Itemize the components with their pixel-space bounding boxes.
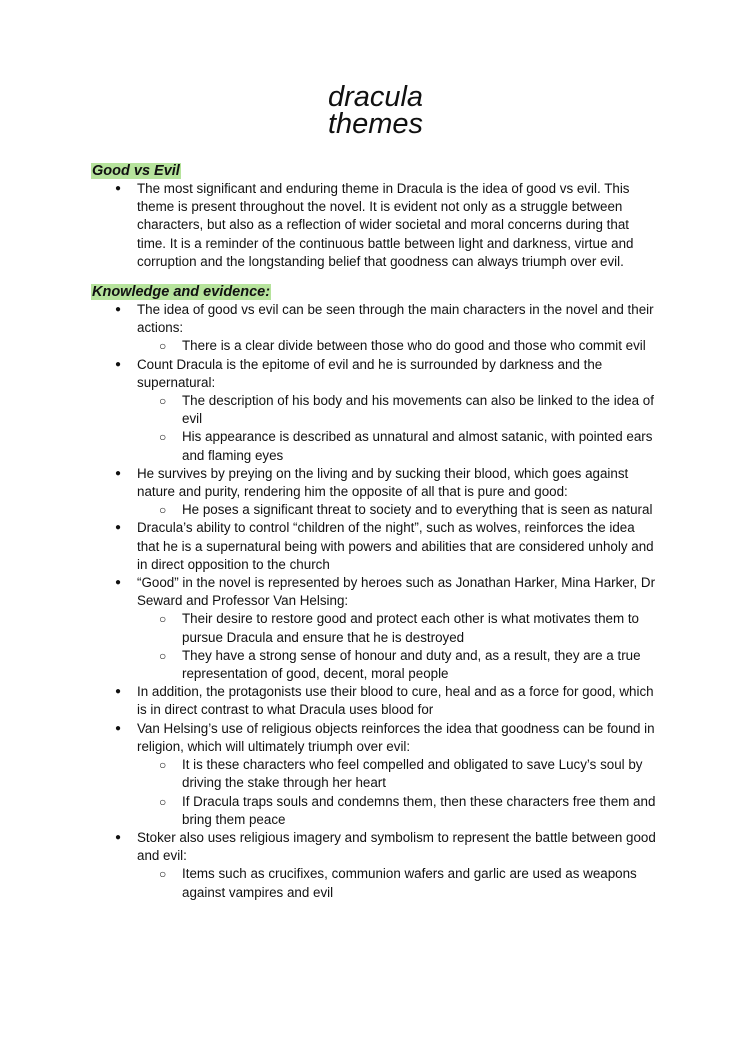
highlighted-heading-text: Knowledge and evidence: [92, 284, 271, 301]
bullet-item [91, 465, 660, 520]
bullet-list [91, 180, 660, 271]
bullet-text: Stoker also uses religious imagery and symbolism to represent the battle between good and evil: [137, 829, 656, 864]
bullet-text: The most significant and enduring theme in Dracula is the idea of good vs evil. This theme is present throughout the novel. It is evident not only as a struggle between characters, but also as a reflection of wider societal and moral concerns during that time. It is a reminder of the continuous battle between light and darkness, virtue and corruption and the longstanding belief that goodness can always triumph over evil. [137, 181, 634, 269]
bullet-text: “Good” in the novel is represented by heroes such as Jonathan Harker, Mina Harker, Dr Seward and Professor Van Helsing: [137, 575, 656, 609]
sub-bullet-list [137, 610, 660, 683]
sub-bullet-item: ○ His appearance is described as unnatural and almost satanic, with pointed ears and flaming eyes [137, 428, 660, 464]
document-body [91, 162, 660, 902]
section-spacer [91, 271, 660, 283]
bullet-item [91, 720, 660, 829]
highlighted-heading-text: Good vs Evil [92, 163, 180, 179]
title-line-2: themes [327, 108, 424, 140]
sub-bullet-item: ○ He poses a significant threat to society and to everything that is seen as natural [137, 501, 660, 519]
sub-bullet-item: ○ It is these characters who feel compelled and obligated to save Lucy’s soul by driving the stake through her heart [137, 756, 660, 792]
sub-bullet-item: ○ Their desire to restore good and protect each other is what motivates them to pursue Dracula and ensure that he is destroyed [137, 610, 660, 646]
sub-bullet-item: ○ There is a clear divide between those who do good and those who commit evil [137, 337, 660, 355]
sub-bullet-list [137, 392, 660, 465]
sub-bullet-item: ○ If Dracula traps souls and condemns them, then these characters free them and bring them peace [137, 793, 660, 829]
sub-bullet-list [137, 501, 660, 519]
title-line-1: dracula [327, 81, 424, 113]
bullet-text: He survives by preying on the living and by sucking their blood, which goes against nature and purity, rendering him the opposite of all that is pure and good: [137, 465, 629, 500]
sub-bullet-list [137, 756, 660, 829]
bullet-text: Dracula’s ability to control “children of the night”, such as wolves, reinforces the idea that he is a supernatural being with powers and abilities that are considered unholy and in direct opposition to the church [137, 520, 654, 572]
bullet-item [91, 574, 660, 683]
section-heading [91, 162, 660, 180]
bullet-item [91, 829, 660, 902]
bullet-text: In addition, the protagonists use their blood to cure, heal and as a force for good, which is in direct contrast to what Dracula uses blood for [137, 684, 654, 718]
bullet-item [91, 519, 660, 574]
section [91, 162, 660, 271]
bullet-text: Van Helsing’s use of religious objects reinforces the idea that goodness can be found in religion, which will ultimately triumph over evil: [137, 720, 655, 754]
section-heading [91, 283, 660, 301]
sub-bullet-item: ○ Items such as crucifixes, communion wafers and garlic are used as weapons against vampires and evil [137, 865, 660, 901]
section [91, 283, 660, 902]
page-title [91, 81, 660, 140]
bullet-item [91, 180, 660, 271]
bullet-item [91, 683, 660, 719]
sub-bullet-item: ○ The description of his body and his movements can also be linked to the idea of evil [137, 392, 660, 428]
bullet-text: Count Dracula is the epitome of evil and he is surrounded by darkness and the supernatural: [137, 356, 603, 390]
bullet-text: The idea of good vs evil can be seen through the main characters in the novel and their actions: [137, 302, 654, 336]
bullet-item [91, 356, 660, 465]
sub-bullet-list [137, 337, 660, 355]
bullet-list [91, 301, 660, 902]
sub-bullet-list [137, 865, 660, 901]
bullet-item [91, 301, 660, 356]
sub-bullet-item: ○ They have a strong sense of honour and duty and, as a result, they are a true representation of good, decent, moral people [137, 647, 660, 683]
